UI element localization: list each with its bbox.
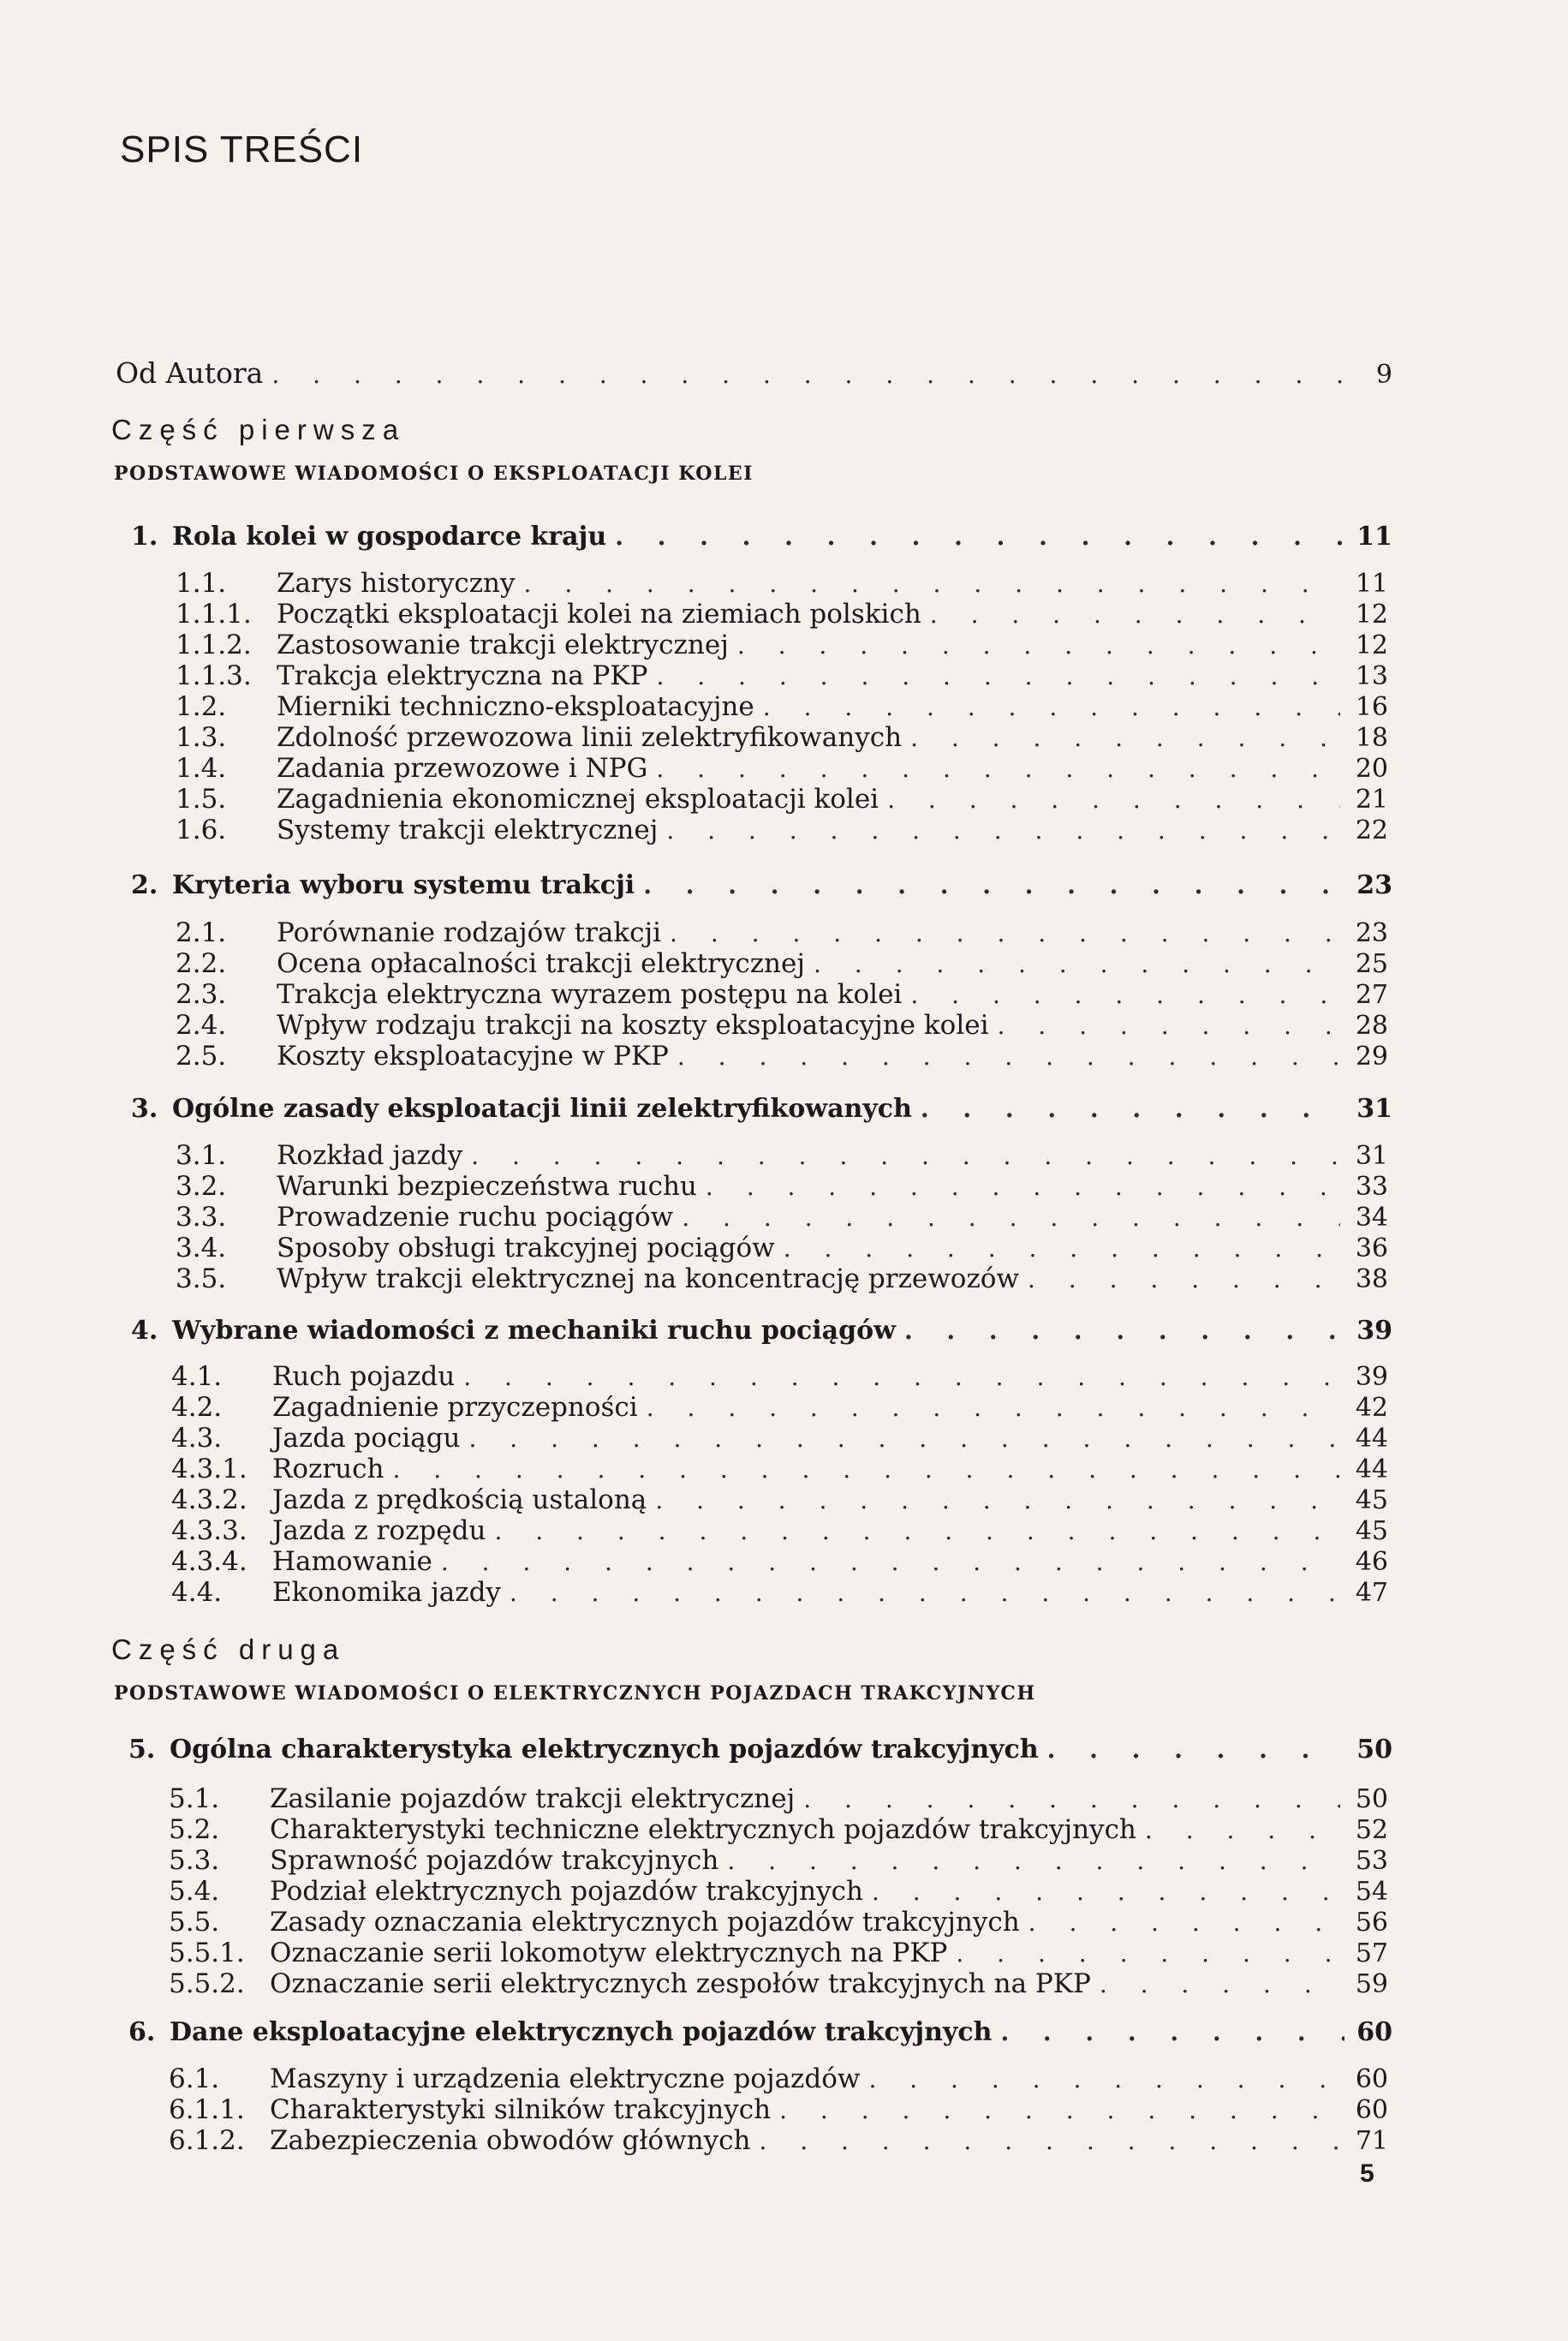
entry-title: Systemy trakcji elektrycznej [277, 815, 659, 845]
chapter-page: 39 [1356, 1316, 1392, 1346]
chapter-title: Rola kolei w gospodarce kraju [172, 522, 607, 552]
dot-leader [271, 361, 1344, 390]
toc-entry [169, 1969, 1388, 1998]
dot-leader [682, 1203, 1340, 1233]
entry-title: Zagadnienia ekonomicznej eksploatacji kolei [277, 784, 879, 815]
entry-page: 53 [1355, 1846, 1388, 1876]
entry-page: 12 [1355, 600, 1388, 630]
chapter-title: Ogólna charakterystyka elektrycznych pojazdów trakcyjnych [170, 1735, 1039, 1765]
toc-entry [176, 569, 1388, 598]
entry-number: 2.2. [176, 948, 227, 979]
entry-number: 5.2. [169, 1814, 220, 1845]
toc-entry [176, 600, 1388, 629]
toc-entry [169, 1784, 1388, 1813]
dot-leader [706, 1173, 1340, 1202]
entry-number: 2.3. [176, 979, 227, 1010]
chapter-page: 23 [1356, 870, 1392, 900]
chapter-number: 5. [128, 1735, 156, 1765]
toc-entry [176, 815, 1388, 845]
dot-leader [469, 1424, 1341, 1454]
part-label: Część pierwsza [111, 414, 406, 445]
toc-entry [176, 980, 1388, 1009]
entry-number: 1.2. [176, 691, 227, 722]
dot-leader [494, 1517, 1340, 1546]
entry-number: 4.3.4. [171, 1546, 247, 1577]
entry-page: 45 [1355, 1516, 1388, 1546]
entry-title: Maszyny i urządzenia elektryczne pojazdów [270, 2063, 861, 2094]
dot-leader [887, 785, 1340, 815]
dot-leader [1145, 1816, 1340, 1845]
toc-entry [169, 1938, 1388, 1968]
toc-entry [171, 1393, 1388, 1422]
chapter-page: 50 [1356, 1735, 1392, 1765]
toc-entry [176, 1141, 1388, 1170]
dot-leader [666, 816, 1340, 845]
toc-entry [169, 1846, 1388, 1875]
entry-title: Zarys historyczny [277, 568, 516, 599]
dot-leader [1000, 2018, 1344, 2047]
entry-page: 57 [1355, 1938, 1388, 1968]
entry-number: 5.3. [169, 1845, 220, 1876]
chapter-page: 11 [1356, 522, 1392, 552]
entry-number: 1.1.2. [176, 630, 252, 660]
entry-number: 5.5.2. [169, 1968, 245, 1999]
entry-page: 25 [1355, 949, 1388, 979]
entry-number: 4.4. [171, 1577, 223, 1608]
entry-number: 3.2. [176, 1171, 227, 1202]
toc-entry [171, 1547, 1388, 1576]
entry-number: 1.1.1. [176, 599, 252, 630]
entry-title: Koszty eksploatacyjne w PKP [277, 1041, 669, 1072]
toc-entry [176, 1264, 1388, 1293]
toc-entry [176, 661, 1388, 690]
dot-leader [1047, 1735, 1344, 1765]
dot-leader [656, 662, 1340, 691]
entry-page: 45 [1355, 1485, 1388, 1515]
toc-entry [176, 785, 1388, 814]
chapter-heading [131, 1317, 1392, 1346]
chapter-heading [128, 1735, 1392, 1765]
entry-number: 3.4. [176, 1233, 227, 1263]
dot-leader [727, 1847, 1340, 1876]
entry-number: 3.5. [176, 1263, 227, 1294]
page-number: 5 [1360, 2159, 1374, 2188]
entry-number: 1.1. [176, 568, 227, 599]
toc-entry [176, 630, 1388, 660]
entry-number: 1.4. [176, 753, 227, 784]
entry-title: Zabezpieczenia obwodów głównych [270, 2125, 751, 2156]
toc-entry [171, 1516, 1388, 1545]
entry-title: Zagadnienie przyczepności [272, 1392, 638, 1423]
toc-entry [169, 1815, 1388, 1844]
entry-number: 6.1. [169, 2063, 220, 2094]
entry-number: 6.1.1. [169, 2094, 245, 2125]
entry-title: Wpływ trakcji elektrycznej na koncentrację przewozów [277, 1263, 1019, 1294]
entry-number: 3.3. [176, 1202, 227, 1233]
dot-leader [1028, 1908, 1340, 1938]
dot-leader [510, 1579, 1340, 1608]
entry-page: 16 [1355, 692, 1388, 722]
entry-page: 31 [1355, 1141, 1388, 1171]
entry-title: Zasilanie pojazdów trakcji elektrycznej [270, 1783, 796, 1814]
entry-title: Ekonomika jazdy [272, 1577, 501, 1608]
entry-page: 12 [1355, 630, 1388, 660]
toc-entry [176, 1042, 1388, 1071]
entry-page: 21 [1355, 785, 1388, 815]
toc-entry [171, 1424, 1388, 1453]
chapter-page: 60 [1356, 2017, 1392, 2047]
toc-entry [176, 1172, 1388, 1201]
dot-leader [930, 600, 1340, 630]
entry-page: 22 [1355, 815, 1388, 845]
entry-number: 4.3.2. [171, 1484, 247, 1515]
entry-title: Porównanie rodzajów trakcji [277, 917, 662, 948]
entry-page: 42 [1355, 1393, 1388, 1423]
dot-leader [784, 1234, 1340, 1263]
part-label: Część druga [111, 1633, 346, 1665]
entry-number: 5.5.1. [169, 1938, 245, 1968]
dot-leader [779, 2096, 1340, 2125]
entry-title: Rozruch [272, 1454, 385, 1484]
entry-title: Warunki bezpieczeństwa ruchu [277, 1171, 697, 1202]
dot-leader [670, 919, 1340, 948]
entry-title: Jazda pociągu [272, 1423, 461, 1454]
entry-page: 56 [1355, 1908, 1388, 1938]
part-title: PODSTAWOWE WIADOMOŚCI O ELEKTRYCZNYCH POJAZDACH TRAKCYJNYCH [114, 1682, 1036, 1705]
entry-title: Ruch pojazdu [272, 1361, 456, 1392]
dot-leader [737, 631, 1340, 660]
entry-number: 4.2. [171, 1392, 223, 1423]
dot-leader [656, 755, 1340, 784]
entry-title: Zastosowanie trakcji elektrycznej [277, 630, 729, 660]
toc-entry [169, 1908, 1388, 1937]
chapter-number: 1. [131, 522, 158, 552]
dot-leader [763, 693, 1340, 722]
dot-leader [910, 981, 1340, 1010]
dot-leader [643, 871, 1344, 900]
toc-entry [176, 1011, 1388, 1040]
toc-entry-intro [116, 356, 1392, 390]
entry-number: 4.3. [171, 1423, 223, 1454]
toc-entry [171, 1578, 1388, 1607]
entry-number: 1.3. [176, 722, 227, 753]
toc-entry [169, 2064, 1388, 2093]
toc-entry [176, 949, 1388, 978]
entry-page: 11 [1355, 569, 1388, 599]
entry-page: 27 [1355, 980, 1388, 1010]
entry-title: Trakcja elektryczna na PKP [277, 660, 648, 691]
chapter-number: 2. [131, 870, 158, 900]
entry-page: 34 [1355, 1203, 1388, 1233]
chapter-heading [131, 523, 1392, 552]
entry-page: 71 [1355, 2126, 1388, 2156]
entry-number: 3.1. [176, 1140, 227, 1171]
entry-page: 38 [1355, 1264, 1388, 1294]
toc-entry [169, 2095, 1388, 2124]
entry-title: Oznaczanie serii lokomotyw elektrycznych na PKP [270, 1938, 948, 1968]
entry-title: Podział elektrycznych pojazdów trakcyjnych [270, 1876, 863, 1907]
entry-title: Prowadzenie ruchu pociągów [277, 1202, 674, 1233]
entry-page: 44 [1355, 1424, 1388, 1454]
dot-leader [921, 1095, 1344, 1124]
dot-leader [1100, 1970, 1340, 1999]
entry-title: Wpływ rodzaju trakcji na koszty eksploatacyjne kolei [277, 1010, 989, 1041]
entry-title: Sprawność pojazdów trakcyjnych [270, 1845, 719, 1876]
entry-number: 4.1. [171, 1361, 223, 1392]
entry-page: 50 [1355, 1784, 1388, 1814]
dot-leader [872, 1878, 1340, 1907]
entry-page: 13 [1355, 661, 1388, 691]
entry-title: Ocena opłacalności trakcji elektrycznej [277, 948, 805, 979]
entry-number: 2.5. [176, 1041, 227, 1072]
dot-leader [956, 1939, 1340, 1968]
part-title: PODSTAWOWE WIADOMOŚCI O EKSPLOATACJI KOLEI [114, 463, 754, 485]
entry-page: 60 [1355, 2064, 1388, 2094]
entry-title: Charakterystyki silników trakcyjnych [270, 2094, 772, 2125]
dot-leader [615, 523, 1344, 552]
entry-page: 54 [1355, 1877, 1388, 1907]
entry-number: 5.4. [169, 1876, 220, 1907]
entry-number: 4.3.1. [171, 1454, 247, 1484]
entry-page: 28 [1355, 1011, 1388, 1041]
entry-title: Oznaczanie serii elektrycznych zespołów trakcyjnych na PKP [270, 1968, 1091, 1999]
entry-number: 5.5. [169, 1907, 220, 1938]
entry-number: 5.1. [169, 1783, 220, 1814]
chapter-number: 6. [128, 2017, 156, 2047]
chapter-title: Kryteria wyboru systemu trakcji [172, 870, 635, 900]
entry-page: 33 [1355, 1172, 1388, 1202]
toc-entry [176, 754, 1388, 783]
entry-page: 18 [1355, 723, 1388, 753]
dot-leader [441, 1548, 1340, 1577]
dot-leader [655, 1486, 1340, 1515]
entry-page: 29 [1355, 1042, 1388, 1072]
entry-page: 23 [1355, 918, 1388, 948]
dot-leader [677, 1042, 1340, 1072]
entry-page: 52 [1355, 1815, 1388, 1845]
dot-leader [647, 1394, 1340, 1423]
entry-title: Mierniki techniczno-eksploatacyjne [277, 691, 754, 722]
entry-page: 36 [1355, 1233, 1388, 1263]
entry-number: 1.6. [176, 815, 227, 845]
entry-page: 20 [1355, 754, 1388, 784]
entry-number: 1.5. [176, 784, 227, 815]
toc-entry [171, 1454, 1388, 1484]
entry-title: Jazda z prędkością ustaloną [272, 1484, 647, 1515]
toc-entry [171, 1362, 1388, 1391]
entry-number: 2.1. [176, 917, 227, 948]
entry-page: 46 [1355, 1547, 1388, 1577]
entry-page: 47 [1355, 1578, 1388, 1608]
chapter-number: 4. [131, 1316, 158, 1346]
toc-entry [176, 1203, 1388, 1232]
entry-number: 4.3.3. [171, 1515, 247, 1546]
dot-leader [904, 1317, 1344, 1346]
entry-title: Jazda z rozpędu [272, 1515, 486, 1546]
dot-leader [803, 1785, 1340, 1814]
entry-title: Rozkład jazdy [277, 1140, 463, 1171]
entry-page: 59 [1355, 1969, 1388, 1999]
entry-page: 9 [1375, 360, 1392, 390]
entry-title: Zadania przewozowe i NPG [277, 753, 648, 784]
chapter-title: Wybrane wiadomości z mechaniki ruchu pociągów [172, 1316, 896, 1346]
dot-leader [759, 2127, 1340, 2156]
entry-title: Od Autora [116, 356, 264, 390]
entry-page: 39 [1355, 1362, 1388, 1392]
dot-leader [814, 950, 1340, 979]
chapter-page: 31 [1356, 1094, 1392, 1124]
entry-title: Charakterystyki techniczne elektrycznych pojazdów trakcyjnych [270, 1814, 1136, 1845]
dot-leader [868, 2065, 1340, 2094]
entry-page: 44 [1355, 1454, 1388, 1484]
dot-leader [392, 1455, 1340, 1484]
dot-leader [463, 1363, 1340, 1392]
dot-leader [910, 724, 1340, 753]
toc-entry [171, 1485, 1388, 1514]
entry-title: Sposoby obsługi trakcyjnej pociągów [277, 1233, 775, 1263]
entry-number: 6.1.2. [169, 2125, 245, 2156]
toc-entry [176, 723, 1388, 752]
entry-title: Początki eksploatacji kolei na ziemiach polskich [277, 599, 921, 630]
chapter-heading [131, 871, 1392, 900]
dot-leader [1028, 1265, 1340, 1294]
chapter-title: Dane eksploatacyjne elektrycznych pojazdów trakcyjnych [170, 2017, 993, 2047]
entry-number: 2.4. [176, 1010, 227, 1041]
toc-entry [169, 2126, 1388, 2155]
entry-title: Hamowanie [272, 1546, 432, 1577]
entry-number: 1.1.3. [176, 660, 252, 691]
page-title: SPIS TREŚCI [120, 128, 364, 170]
toc-entry [176, 1233, 1388, 1263]
chapter-number: 3. [131, 1094, 158, 1124]
dot-leader [471, 1142, 1340, 1171]
dot-leader [524, 570, 1340, 599]
entry-title: Zdolność przewozowa linii zelektryfikowanych [277, 722, 903, 753]
chapter-heading [131, 1095, 1392, 1124]
chapter-title: Ogólne zasady eksploatacji linii zelektryfikowanych [172, 1094, 912, 1124]
entry-title: Trakcja elektryczna wyrazem postępu na kolei [277, 979, 903, 1010]
dot-leader [998, 1012, 1341, 1041]
toc-entry [176, 692, 1388, 721]
entry-page: 60 [1355, 2095, 1388, 2125]
toc-entry [169, 1877, 1388, 1906]
toc-entry [176, 918, 1388, 947]
chapter-heading [128, 2018, 1392, 2047]
entry-title: Zasady oznaczania elektrycznych pojazdów trakcyjnych [270, 1907, 1020, 1938]
